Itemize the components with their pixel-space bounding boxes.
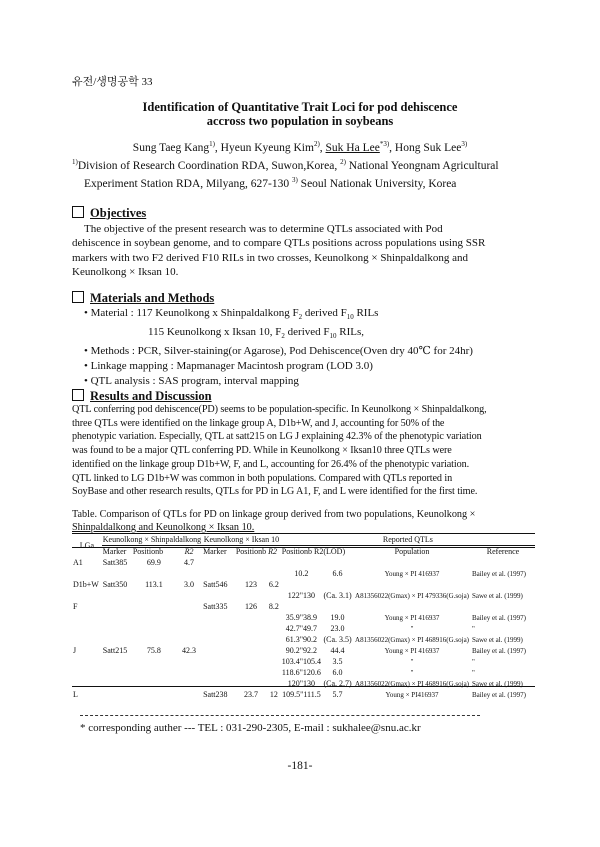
cell-marker-2 <box>202 667 235 678</box>
cell-position-1 <box>132 612 176 623</box>
cell-reported-r2: (Ca. 3.5) <box>323 635 352 644</box>
header-lg: LGa <box>79 541 94 550</box>
methods-text: QTL analysis : SAS program, interval mapping <box>90 375 299 388</box>
footnote-rule <box>80 715 480 716</box>
corresponding-author-name: Suk Ha Lee <box>325 141 380 154</box>
methods-title: Materials and Methods <box>90 291 215 305</box>
cell-r2-1: 3.0 <box>184 580 195 589</box>
author-list: Sung Taeg Kang$^{1)}$, Hyeun Kyeung Kim$^{2)}$, Suk Ha Lee$^{*3)}$, Hong Suk Lee$^{3)}$ <box>132 140 468 154</box>
cell-position-1 <box>132 590 176 601</box>
objectives-line: dehiscence in soybean genome, and to compare QTLs positions across populations using SSR <box>72 237 486 250</box>
cell-reported-position <box>281 579 322 590</box>
cell-reference: Sawe et al. (1999) <box>471 591 523 600</box>
cell-lg <box>72 678 102 689</box>
cell-position-1 <box>132 634 176 645</box>
cell-reported-r2 <box>322 557 353 568</box>
cell-r2-1: 42.3 <box>182 646 197 655</box>
header-position-2: Positionb <box>235 547 267 556</box>
cell-reference: Bailey et al. (1997) <box>471 613 526 622</box>
cell-population <box>353 579 471 590</box>
cell-r2-1 <box>176 678 202 689</box>
cell-reported-position: 35.9"38.9 <box>285 613 318 622</box>
cell-position-2 <box>235 667 267 678</box>
cell-marker-2 <box>202 590 235 601</box>
author-affiliation-mark: 2) <box>313 140 320 148</box>
cell-population: " <box>410 668 414 677</box>
cell-r2-1 <box>176 568 202 579</box>
cell-r2-2 <box>267 623 281 634</box>
cell-reference <box>471 579 535 590</box>
cell-marker-2 <box>202 623 235 634</box>
cell-reported-position: 118.6"120.6 <box>281 668 321 677</box>
cell-population: A81356022(Gmax) × PI 468916(G.soja) <box>355 679 470 688</box>
cell-position-2 <box>235 557 267 568</box>
header-marker-2: Marker <box>203 547 227 556</box>
cell-reported-position <box>281 557 322 568</box>
methods-item: • QTL analysis : SAS program, interval mapping <box>84 375 299 388</box>
header-position-1: Positionb <box>132 547 164 556</box>
objectives-title: Objectives <box>90 206 147 220</box>
cell-reference: Sawe et al. (1999) <box>471 635 523 644</box>
affiliation-text: Division of Research Coordination RDA, Suwon,Korea, <box>77 159 338 172</box>
results-title: Results and Discussion <box>90 389 212 403</box>
header-reported-qtls: Reported QTLs <box>281 534 535 546</box>
cell-r2-2: 8.2 <box>268 602 279 611</box>
cell-reference: " <box>471 657 475 666</box>
table-row <box>72 634 535 645</box>
objectives-body <box>72 222 530 279</box>
cell-marker-2: Satt335 <box>203 602 228 611</box>
cell-population: " <box>410 657 414 666</box>
affiliation-mark: 2) <box>340 158 346 166</box>
cell-r2-1 <box>176 634 202 645</box>
table-caption-line: Table. Comparison of QTLs for PD on linkage group derived from two populations, Keunolkong × <box>72 509 476 520</box>
cell-reported-r2 <box>322 579 353 590</box>
page-number: -181- <box>287 760 313 772</box>
cell-reference: Bailey et al. (1997) <box>471 646 526 655</box>
author-affiliation-mark: 3) <box>461 140 468 148</box>
cell-marker-2 <box>202 656 235 667</box>
subscript: 2 <box>281 332 285 341</box>
cell-lg: J <box>73 646 77 655</box>
cell-marker-1 <box>102 678 132 689</box>
cell-lg <box>72 667 102 678</box>
material-label: Material : <box>90 307 134 319</box>
cell-position-2 <box>235 623 267 634</box>
cell-position-2: 126 <box>244 602 257 611</box>
cell-marker-2 <box>202 568 235 579</box>
header-population-1: Keunolkong × Shinpaldalkong <box>102 535 202 544</box>
cell-reference <box>471 557 535 568</box>
cell-marker-1 <box>102 623 132 634</box>
cell-lg: A1 <box>73 558 83 567</box>
cell-marker-1: Satt385 <box>102 558 128 567</box>
methods-heading <box>72 291 214 306</box>
author-name: Sung Taeg Kang <box>132 141 210 154</box>
table-row <box>72 656 535 667</box>
cell-position-2 <box>235 612 267 623</box>
cell-reported-position: 103.4"105.4 <box>281 657 322 666</box>
methods-list <box>84 306 534 389</box>
cell-reported-position: 10.2 <box>294 569 309 578</box>
header-r2-2: R2 <box>268 547 277 556</box>
cell-reported-r2: 23.0 <box>330 624 345 633</box>
cell-position-1: 75.8 <box>146 646 161 655</box>
cell-reported-r2: (Ca. 2.7) <box>323 679 352 688</box>
footnote: * corresponding auther --- TEL : 031-290-2305, E-mail : sukhalee@snu.ac.kr <box>80 722 421 734</box>
cell-marker-2 <box>202 612 235 623</box>
cell-lg: D1b+W <box>73 580 99 589</box>
table-caption-line: Shinpaldalkong and Keunolkong × Iksan 10. <box>72 522 255 533</box>
cell-reported-position: 109.5"111.5 <box>282 690 321 699</box>
table-subheader-row <box>72 546 535 558</box>
paper-title-line-2: accross two population in soybeans <box>206 114 394 128</box>
cell-reported-position <box>281 601 322 612</box>
results-body <box>72 403 532 499</box>
cell-position-2 <box>235 656 267 667</box>
checkbox-square-icon <box>72 291 84 303</box>
cell-position-1 <box>132 689 176 700</box>
cell-r2-2: 12 <box>269 690 278 699</box>
objectives-heading <box>72 206 146 221</box>
table-caption <box>72 508 534 534</box>
cell-marker-2 <box>202 634 235 645</box>
material-text: 115 Keunolkong x Iksan 10, F <box>148 326 282 339</box>
cell-reference: " <box>471 624 475 633</box>
header-r2-1: R2 <box>184 547 194 556</box>
cell-lg: F <box>73 602 78 611</box>
subscript: 2 <box>298 313 303 322</box>
affiliation-mark: 3) <box>291 176 298 184</box>
header-population-2: Keunolkong × Iksan 10 <box>203 535 280 544</box>
material-text: 117 Keunolkong x Shinpaldalkong F <box>136 307 299 319</box>
table-row <box>72 678 535 689</box>
cell-reference <box>471 601 535 612</box>
cell-reported-position: 122"130 <box>287 591 316 600</box>
cell-r2-1 <box>176 667 202 678</box>
cell-reported-position: 42.7"49.7 <box>285 624 318 633</box>
cell-r2-2 <box>267 634 281 645</box>
table-row <box>72 579 535 590</box>
methods-item: • Linkage mapping : Mapmanager Macintosh program (LOD 3.0) <box>84 360 373 373</box>
affiliation-text: Experiment Station RDA, Milyang, 627-130 <box>84 177 290 190</box>
cell-marker-1 <box>102 568 132 579</box>
cell-r2-2 <box>267 678 281 689</box>
cell-population: " <box>410 624 414 633</box>
cell-marker-1 <box>102 656 132 667</box>
cell-reported-position: 61.3"90.2 <box>285 635 318 644</box>
header-reference: Reference <box>486 547 520 556</box>
cell-population: Young × PI 416937 <box>384 646 440 655</box>
header-population: Population <box>394 547 430 556</box>
affiliation-text: Seoul Nationak University, Korea <box>300 177 457 190</box>
table-row <box>72 590 535 601</box>
cell-population: Young × PI416937 <box>385 690 439 699</box>
affiliation-mark: 1) <box>72 158 78 166</box>
cell-position-1: 69.9 <box>146 558 161 567</box>
cell-r2-2 <box>267 568 281 579</box>
cell-population <box>353 601 471 612</box>
cell-r2-1 <box>176 590 202 601</box>
author-name: Hong Suk Lee <box>394 141 462 154</box>
cell-lg <box>72 623 102 634</box>
cell-reported-r2: 5.7 <box>332 690 343 699</box>
cell-r2-1 <box>176 612 202 623</box>
cell-position-1 <box>132 656 176 667</box>
author-affiliation-mark: 1) <box>209 140 215 148</box>
table-row <box>72 689 535 700</box>
cell-marker-2 <box>202 645 235 656</box>
cell-reported-r2: 19.0 <box>330 613 345 622</box>
cell-population <box>353 557 471 568</box>
cell-marker-1 <box>102 634 132 645</box>
cell-reference: Sawe et al. (1999) <box>471 679 523 688</box>
cell-r2-1 <box>176 689 202 700</box>
table-row <box>72 557 535 568</box>
cell-position-2 <box>235 678 267 689</box>
cell-marker-2: Satt546 <box>203 580 228 589</box>
table-row <box>72 667 535 678</box>
cell-reported-r2: 6.0 <box>332 668 343 677</box>
cell-marker-2 <box>202 557 235 568</box>
checkbox-square-icon <box>72 206 84 218</box>
cell-position-1: 113.1 <box>145 580 163 589</box>
cell-position-2: 123 <box>244 580 257 589</box>
cell-reported-position: 120"130 <box>287 679 316 688</box>
cell-reported-r2: 6.6 <box>332 569 343 578</box>
qtl-comparison-table <box>72 534 535 700</box>
material-text: RILs, <box>336 326 365 339</box>
cell-lg: L <box>73 690 78 699</box>
objectives-line: Keunolkong × Iksan 10. <box>72 265 179 278</box>
results-line: identified on the linkage group D1b+W, F, and L, accounting for 26.4% of the phenotypic variation. <box>72 458 470 470</box>
cell-marker-2 <box>202 678 235 689</box>
results-line: phenotypic variation. Especially, QTL at satt215 on LG J explaining 42.3% of the phenotypic variation <box>72 431 482 443</box>
cell-marker-1 <box>102 612 132 623</box>
cell-position-1 <box>132 678 176 689</box>
material-text: derived F <box>284 326 330 339</box>
methods-item-material: • Material : 117 Keunolkong x Shinpaldalkong $F_2$ derived $F_{10}$ RILs <box>84 307 379 322</box>
cell-marker-1 <box>102 601 132 612</box>
cell-position-2 <box>235 590 267 601</box>
methods-text: Linkage mapping : Mapmanager Macintosh program (LOD 3.0) <box>90 360 373 373</box>
cell-r2-2 <box>267 612 281 623</box>
header-reported-position-r2: Positionb R2(LOD) <box>281 547 346 556</box>
cell-marker-1 <box>102 590 132 601</box>
cell-position-1 <box>132 623 176 634</box>
affiliation-line-1 <box>72 158 499 172</box>
table-body <box>72 557 535 700</box>
header-marker-1: Marker <box>102 547 127 556</box>
subscript: 10 <box>346 313 354 322</box>
results-line: QTL conferring pod dehiscence(PD) seems to be population-specific. In Keunolkong × Shinpaldalkong, <box>72 404 487 415</box>
cell-position-1 <box>132 601 176 612</box>
methods-item: • Methods : PCR, Silver-staining(or Agarose), Pod Dehiscence(Oven dry 40℃ for 24hr) <box>84 345 473 358</box>
cell-population: A81356022(Gmax) × PI 479336(G.soja) <box>355 591 470 600</box>
cell-r2-2 <box>267 667 281 678</box>
results-line: three QTLs were identified on the linkage group A, D1b+W, and J, accounting for 50% of the <box>72 417 445 429</box>
results-line: QTL linked to LG D1b+W was common in both populations. Compared with QTLs reported in <box>72 472 453 484</box>
objectives-line: markers with two F2 derived F10 RILs in two crosses, Keunolkong × Shinpaldalkong and <box>72 251 469 264</box>
table-row <box>72 568 535 579</box>
author-name: Hyeun Kyeung Kim <box>220 141 314 154</box>
cell-reference: Bailey et al. (1997) <box>471 690 526 699</box>
subscript: 10 <box>329 332 337 341</box>
methods-text: Methods : PCR, Silver-staining(or Agarose), Pod Dehiscence(Oven dry 40℃ for 24hr) <box>90 345 473 358</box>
cell-marker-1 <box>102 667 132 678</box>
table-row <box>72 623 535 634</box>
cell-r2-2 <box>267 590 281 601</box>
cell-position-2 <box>235 634 267 645</box>
cell-r2-1 <box>176 623 202 634</box>
section-header: 유전/생명공학 33 <box>72 76 153 88</box>
cell-reported-r2: 3.5 <box>332 657 343 666</box>
cell-population: Young × PI 416937 <box>384 613 440 622</box>
cell-r2-2 <box>267 557 281 568</box>
results-line: SoyBase and other research results, QTLs for PD in LG A1, F, and L were identified for the first time. <box>72 486 478 498</box>
cell-marker-1: Satt350 <box>102 580 128 589</box>
table-header-row <box>72 534 535 546</box>
material-text: RILs <box>353 307 379 319</box>
material-text: derived F <box>302 307 347 319</box>
cell-lg <box>72 656 102 667</box>
cell-position-2 <box>235 645 267 656</box>
table-row <box>72 645 535 656</box>
cell-reference: " <box>471 668 475 677</box>
cell-position-2: 23.7 <box>243 690 258 699</box>
paper-title-line-1: Identification of Quantitative Trait Loci for pod dehiscence <box>142 100 458 114</box>
cell-lg <box>72 634 102 645</box>
affiliation-text: National Yeongnam Agricultural <box>348 159 499 172</box>
cell-reference: Bailey et al. (1997) <box>471 569 526 578</box>
cell-r2-1 <box>176 601 202 612</box>
affiliation-line-2 <box>84 176 456 190</box>
methods-item-material-2 <box>84 325 534 344</box>
cell-marker-1: Satt215 <box>102 646 128 655</box>
cell-r2-1: 4.7 <box>184 558 195 567</box>
cell-reported-r2: (Ca. 3.1) <box>323 591 352 600</box>
table-row <box>72 601 535 612</box>
table-row <box>72 612 535 623</box>
cell-reported-position: 90.2"92.2 <box>285 646 318 655</box>
cell-r2-2: 6.2 <box>268 580 279 589</box>
results-line: was found to be a major QTL conferring PD. While in Keunolkong × Iksan10 three QTLs were <box>72 445 452 457</box>
objectives-line: The objective of the present research was to determine QTLs associated with Pod <box>84 223 443 235</box>
checkbox-square-icon <box>72 389 84 401</box>
cell-marker-2: Satt238 <box>203 690 228 699</box>
cell-r2-2 <box>267 645 281 656</box>
cell-position-2 <box>235 568 267 579</box>
cell-lg <box>72 568 102 579</box>
cell-population: A81356022(Gmax) × PI 468916(G.soja) <box>355 635 470 644</box>
author-affiliation-mark: *3) <box>379 140 390 148</box>
cell-lg <box>72 612 102 623</box>
cell-r2-2 <box>267 656 281 667</box>
cell-marker-1 <box>102 689 132 700</box>
cell-reported-r2: 44.4 <box>330 646 345 655</box>
cell-population: Young × PI 416937 <box>384 569 440 578</box>
cell-position-1 <box>132 568 176 579</box>
cell-position-1 <box>132 667 176 678</box>
results-heading <box>72 389 212 404</box>
cell-lg <box>72 590 102 601</box>
cell-r2-1 <box>176 656 202 667</box>
cell-reported-r2 <box>322 601 353 612</box>
